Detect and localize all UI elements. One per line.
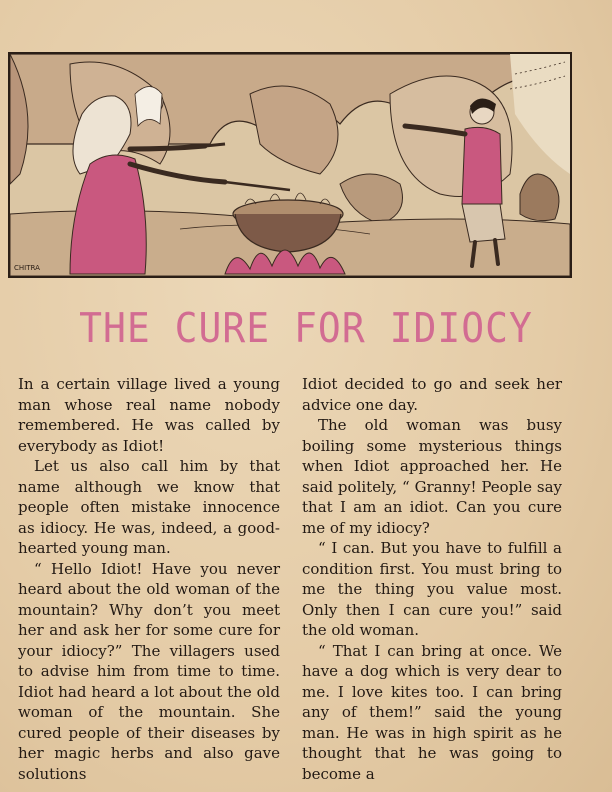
cave-scene-drawing: [10, 54, 570, 276]
paragraph: In a certain village lived a young man whose real name nobody remembered. He was called by everybody as Idiot!: [18, 375, 280, 455]
paragraph: Idiot decided to go and seek her advice one day.: [302, 375, 562, 414]
left-text-column: [18, 374, 280, 784]
paragraph: “ That I can bring at once. We have a dog which is very dear to me. I love kites too. I can bring any of them!” said the young man. He was in high spirit as he thought that he was going to become a: [302, 641, 562, 783]
story-title: THE CURE FOR IDIOCY: [79, 304, 533, 352]
right-text-column: [302, 374, 562, 784]
svg-text:CHITRA: CHITRA: [14, 264, 40, 272]
paragraph: “ Hello Idiot! Have you never heard about the old woman of the mountain? Why don’t you meet her and ask her for some cure for your idiocy?” The villagers used to advise him from time to time. Idiot had heard a lot about the old woman of the mountain. She cured people of their diseases by her magic herbs and also gave solutions: [18, 559, 280, 783]
paragraph: Let us also call him by that name although we know that people often mistake innocence as idiocy. He was, indeed, a good-hearted young man.: [18, 457, 280, 557]
story-illustration: [8, 52, 572, 278]
paragraph: “ I can. But you have to fulfill a condition first. You must bring to me the thing you value most. Only then I can cure you!” said the old woman.: [302, 539, 562, 639]
paragraph: The old woman was busy boiling some mysterious things when Idiot approached her. He said politely, “ Granny! People say that I am an idiot. Can you cure me of my idiocy?: [302, 416, 562, 537]
